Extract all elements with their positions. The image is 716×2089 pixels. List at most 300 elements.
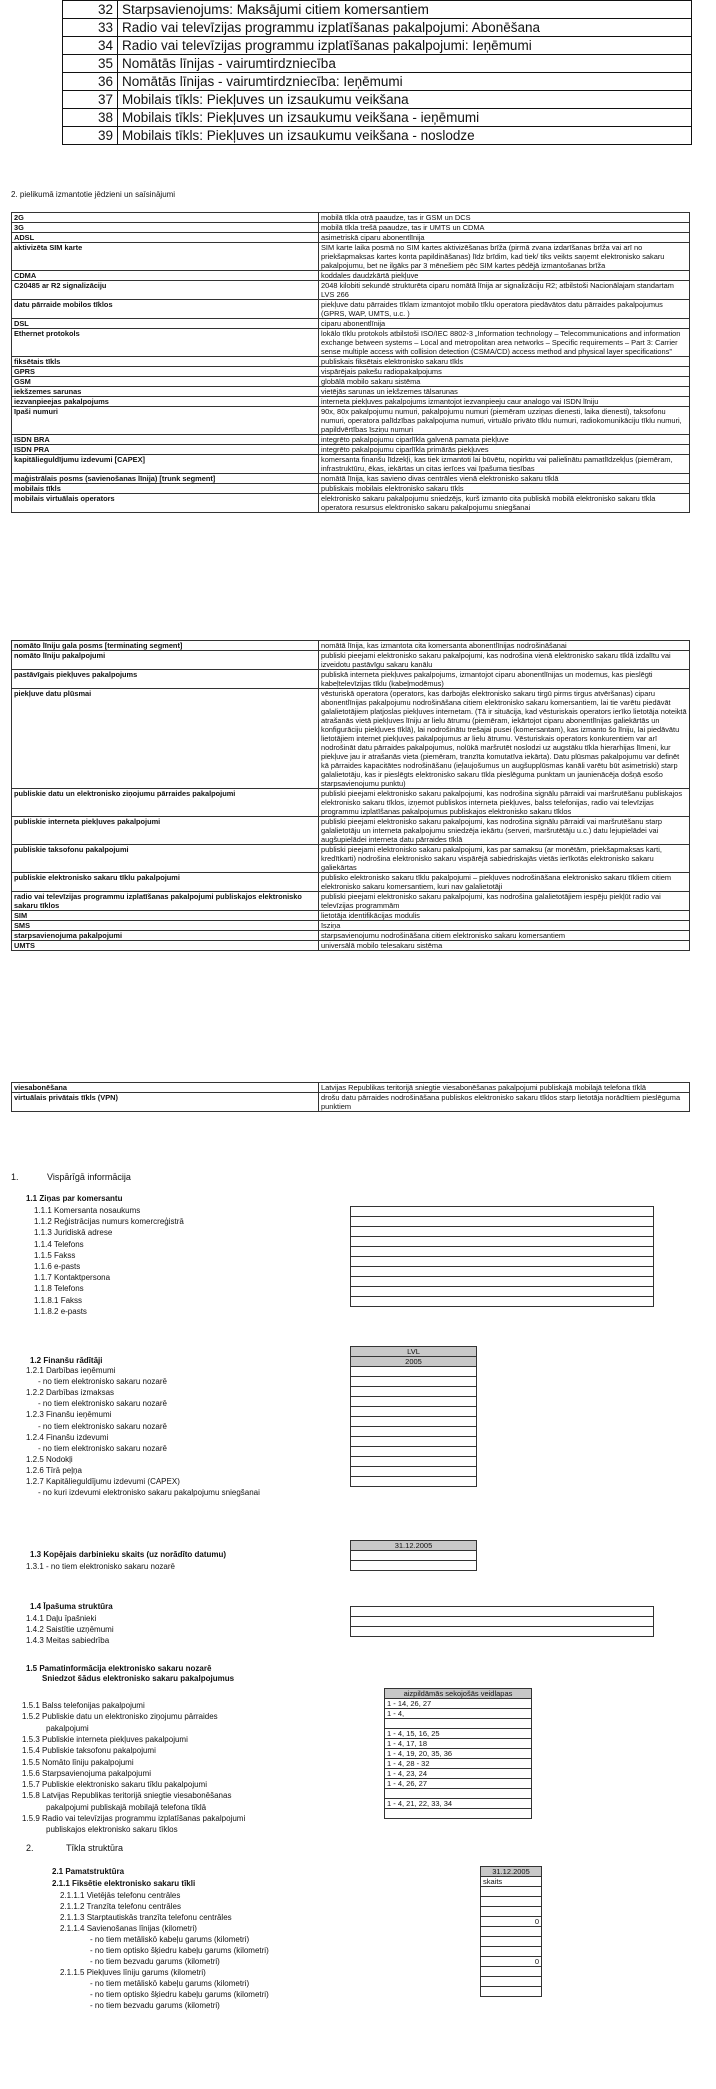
glossary-definition: publiski pieejami elektronisko sakaru pakalpojumi, kas nodrošina galalietotājiem iespēju piekļūt radio vai televīzijas programmām (319, 892, 690, 911)
section-2-heading: Tīkla struktūra (66, 1843, 124, 1853)
grid-row (351, 1467, 477, 1477)
glossary-term: piekļuve datu plūsmai (12, 689, 319, 789)
glossary-row (12, 233, 690, 243)
form-field-label: 2.1.1.3 Starptautiskās tranzīta telefonu centrāles (60, 1913, 232, 1922)
form-field-label: 1.1.4 Telefons (34, 1239, 84, 1249)
grid-row (385, 1699, 532, 1709)
glossary-definition: integrēto pakalpojumu ciparlīkla galvenā pamata piekļuve (319, 435, 690, 445)
glossary-row (12, 407, 690, 435)
glossary-row (12, 397, 690, 407)
form-field-label: 1.4.2 Saistītie uzņēmumi (26, 1625, 114, 1634)
form-field-label: 1.1.3 Juridiskā adrese (34, 1228, 113, 1238)
currency-header: LVL (351, 1347, 477, 1357)
glossary-definition: drošu datu pārraides nodrošināšana publiskos elektronisko sakaru tīklos starp lietotāja norādītiem pieslēguma punktiem (319, 1093, 690, 1112)
form-field-label: 1.1.8.2 e-pasts (34, 1306, 87, 1316)
input-cell[interactable] (351, 1607, 654, 1617)
form-field-label: 1.5.1 Balss telefonijas pakalpojumi (22, 1701, 145, 1710)
glossary-definition: koddales daudzkārtā piekļuve (319, 271, 690, 281)
grid-row (351, 1227, 654, 1237)
forms-cell[interactable]: 1 - 4, 26, 27 (385, 1779, 532, 1789)
form-field-label: - no tiem elektronisko sakaru nozarē (38, 1377, 167, 1387)
glossary-row (12, 271, 690, 281)
glossary-term: mobilais virtuālais operators (12, 494, 319, 513)
glossary-row (12, 1083, 690, 1093)
forms-cell[interactable]: 1 - 4, 19, 20, 35, 36 (385, 1749, 532, 1759)
glossary-row (12, 474, 690, 484)
glossary-row (12, 329, 690, 357)
glossary-row (12, 921, 690, 931)
value-cell[interactable] (481, 1947, 542, 1957)
grid-row (351, 1437, 477, 1447)
grid-row (385, 1759, 532, 1769)
form-field-label: 1.1.8 Telefons (34, 1284, 84, 1294)
form-field-label: 1.2.4 Finanšu izdevumi (26, 1432, 109, 1442)
input-cell[interactable] (351, 1457, 477, 1467)
form-field-label: pakalpojumi (46, 1723, 89, 1733)
input-cell[interactable] (351, 1397, 477, 1407)
glossary-term: publiskie interneta piekļuves pakalpojumi (12, 817, 319, 845)
glossary-row (12, 1093, 690, 1112)
forms-header: aizpildāmās sekojošās veidlapas (385, 1689, 532, 1699)
form-list-row (63, 109, 692, 127)
s21-title: 2.1 Pamatstruktūra (52, 1867, 125, 1876)
glossary-row (12, 445, 690, 455)
s11-input-grid[interactable] (350, 1206, 654, 1307)
input-cell[interactable] (351, 1247, 654, 1257)
grid-row (481, 1937, 542, 1947)
grid-row (385, 1739, 532, 1749)
grid-row (351, 1207, 654, 1217)
grid-row (351, 1277, 654, 1287)
grid-row (385, 1809, 532, 1819)
glossary-term: kapitālieguldījumu izdevumi [CAPEX] (12, 455, 319, 474)
s13-title: 1.3 Kopējais darbinieku skaits (uz norādīto datumu) (30, 1550, 227, 1559)
grid-row (385, 1749, 532, 1759)
input-cell[interactable] (351, 1277, 654, 1287)
form-field-label: 1.1.8.1 Fakss (34, 1295, 83, 1305)
glossary-definition: publiskā interneta piekļuves pakalpojums, izmantojot ciparu abonentlīnijas un modemus, kas pieslēgti kabeļtelevīzijas tīklu (kabeļmodēmus) (319, 670, 690, 689)
grid-row (351, 1387, 477, 1397)
input-cell[interactable] (351, 1437, 477, 1447)
forms-cell[interactable]: 1 - 14, 26, 27 (385, 1699, 532, 1709)
glossary-definition: nomātā līnija, kas savieno divas centrāles vienā elektronisko sakaru tīklā (319, 474, 690, 484)
form-list-row (63, 1, 692, 19)
form-field-label: 1.2.7 Kapitālieguldījumu izdevumi (CAPEX) (26, 1477, 180, 1486)
glossary-row (12, 455, 690, 474)
glossary-definition: 90x, 80x pakalpojumu numuri, pakalpojumu numuri (piemēram uzziņas dienesti, laika dienesti), taksofonu numuri, operatora palīdzības pakalpojuma numuri, virtuālo privāto tīklu numuri, radiokomunikāciju tīklu numuri, papildvērtības īsziņu numuri (319, 407, 690, 435)
grid-row (481, 1927, 542, 1937)
glossary-row (12, 319, 690, 329)
grid-row (481, 1907, 542, 1917)
input-cell[interactable] (351, 1257, 654, 1267)
form-field-label: 1.5.9 Radio vai televīzijas programmu izplatīšanas pakalpojumi (22, 1814, 246, 1823)
grid-row (351, 1447, 477, 1457)
grid-row (351, 1287, 654, 1297)
section-1-heading: Vispārīgā informācija (47, 1172, 131, 1182)
form-field-label: 1.5.3 Publiskie interneta piekļuves pakalpojumi (22, 1734, 188, 1744)
form-field-label: - no tiem elektronisko sakaru nozarē (38, 1399, 167, 1409)
form-field-label: - no kuri izdevumi elektronisko sakaru pakalpojumu sniegšanai (38, 1488, 260, 1498)
glossary-definition: komersanta finanšu līdzekļi, kas tiek izmantoti lai būvētu, nopirktu vai palielinātu pamatlīdzekļus (piemēram, infrastruktūru, ēkas, iekārtas un citas ierīces vai īpašuma tiesības (319, 455, 690, 474)
form-title: Nomātās līnijas - vairumtirdzniecība (118, 55, 692, 73)
s211-title: 2.1.1 Fiksētie elektronisko sakaru tīkli (52, 1879, 196, 1888)
s15-forms-grid (384, 1688, 532, 1819)
glossary-term: publiskie datu un elektronisko ziņojumu pārraides pakalpojumi (12, 789, 319, 817)
glossary-row (12, 494, 690, 513)
form-field-label: 1.5.7 Publiskie elektronisko sakaru tīklu pakalpojumi (22, 1780, 207, 1790)
glossary-row (12, 931, 690, 941)
form-field-label: 1.1.6 e-pasts (34, 1262, 81, 1271)
glossary-term: maģistrālais posms (savienošanas līnija) [trunk segment] (12, 474, 319, 484)
form-field-label: 1.2.5 Nodokļi (26, 1454, 73, 1464)
glossary-definition: asimetriskā ciparu abonentlīnija (319, 233, 690, 243)
glossary-definition: elektronisko sakaru pakalpojumu sniedzējs, kurš izmanto cita publiskā mobilā elektronisko sakaru tīkla operatora resursus elektronisko sakaru pakalpojumu sniegšanai (319, 494, 690, 513)
form-field-label: 2.1.1.1 Vietējās telefonu centrāles (60, 1891, 181, 1900)
glossary-term: starpsavienojuma pakalpojumi (12, 931, 319, 941)
glossary-term: datu pārraide mobilos tīklos (12, 300, 319, 319)
value-cell[interactable] (481, 1987, 542, 1997)
grid-row (351, 1267, 654, 1277)
glossary-term: C20485 ar R2 signalizāciju (12, 281, 319, 300)
form-list-row (63, 19, 692, 37)
form-field-label: 1.3.1 - no tiem elektronisko sakaru nozarē (26, 1562, 175, 1571)
glossary-term: UMTS (12, 941, 319, 951)
glossary-definition: lokālo tīklu protokols atbilstoši ISO/IEC 8802-3 „Information technology – Telecommunications and information exchange between systems – Local and metropolitan area networks – Specific requirements – Part 3: Carrier sense multiple access with collision detection (CSMA/CD) access method and physical layer specifications” (319, 329, 690, 357)
form-field-label: 1.4.1 Daļu īpašnieki (26, 1614, 97, 1623)
s15-title-1: 1.5 Pamatinformācija elektronisko sakaru nozarē (26, 1664, 212, 1673)
grid-row (351, 1457, 477, 1467)
s13-input-grid[interactable] (350, 1540, 477, 1571)
form-field-label: - no tiem elektronisko sakaru nozarē (38, 1443, 167, 1453)
glossary-row (12, 911, 690, 921)
grid-row (481, 1947, 542, 1957)
form-field-label: pakalpojumi publiskajā mobilajā telefona tīklā (46, 1802, 207, 1812)
glossary-term: publiskie elektronisko sakaru tīklu pakalpojumi (12, 873, 319, 892)
value-cell[interactable] (481, 1927, 542, 1937)
section-1-number: 1. (11, 1172, 19, 1182)
glossary-definition: mobilā tīkla otrā paaudze, tas ir GSM un DCS (319, 213, 690, 223)
form-field-label: 1.1.5 Fakss (34, 1250, 76, 1260)
glossary-term: nomāto līniju pakalpojumi (12, 651, 319, 670)
glossary-row (12, 357, 690, 367)
glossary-definition: 2048 kilobiti sekundē strukturēta ciparu nomātā līnija ar signalizāciju R2; atbilstoši Nacionālajam standartam LVS 266 (319, 281, 690, 300)
form-field-label: 1.2.6 Tīrā peļņa (26, 1465, 82, 1475)
form-field-label: 1.5.8 Latvijas Republikas teritorijā sniegtie viesabonēšanas (22, 1791, 232, 1801)
forms-cell[interactable]: 1 - 4, 28 - 32 (385, 1759, 532, 1769)
grid-row (351, 1377, 477, 1387)
form-field-label: 2.1.1.4 Savienošanas līnijas (kilometri) (60, 1924, 197, 1933)
glossary-definition: globālā mobilo sakaru sistēma (319, 377, 690, 387)
year-header: 2005 (351, 1357, 477, 1367)
value-cell[interactable]: 0 (481, 1917, 542, 1927)
glossary-definition: publiskais mobilais elektronisko sakaru tīkls (319, 484, 690, 494)
glossary-row (12, 377, 690, 387)
s12-title: 1.2 Finanšu rādītāji (30, 1356, 103, 1365)
s12-input-grid[interactable] (350, 1346, 477, 1487)
grid-row (351, 1247, 654, 1257)
grid-row (351, 1551, 477, 1561)
input-cell[interactable] (351, 1561, 477, 1571)
form-number: 34 (63, 37, 118, 55)
input-cell[interactable] (351, 1447, 477, 1457)
glossary-definition: publiski pieejami elektronisko sakaru pakalpojumi, kas nodrošina vienā elektronisko sakaru tīklā izdalītu vai izveidotu pastāvīgu sakaru kanālu (319, 651, 690, 670)
grid-row (351, 1357, 477, 1367)
glossary-row (12, 817, 690, 845)
glossary-row (12, 789, 690, 817)
input-cell[interactable] (351, 1427, 477, 1437)
glossary-definition: publiski pieejami elektronisko sakaru pakalpojumi, kas nodrošina signālu pārraidi vai maršrutēšanu publiskajos elektronisko sakaru tīklos, izņemot publiskos interneta piekļuves, balss telefonijas, radio vai televīzijas programmu izplatīšanas pakalpojumus publiskajos elektronisko sakaru tīklos (319, 789, 690, 817)
input-cell[interactable] (351, 1387, 477, 1397)
input-cell[interactable] (351, 1417, 477, 1427)
grid-row (351, 1257, 654, 1267)
unit-cell[interactable]: skaits (481, 1877, 542, 1887)
form-list-row (63, 91, 692, 109)
form-number: 38 (63, 109, 118, 127)
value-cell[interactable] (481, 1897, 542, 1907)
grid-row (481, 1917, 542, 1927)
glossary-term: SMS (12, 921, 319, 931)
grid-row (351, 1397, 477, 1407)
grid-row (385, 1789, 532, 1799)
glossary-row (12, 243, 690, 271)
form-title: Nomātās līnijas - vairumtirdzniecība: Ieņēmumi (118, 73, 692, 91)
glossary-row (12, 689, 690, 789)
form-field-label: - no tiem elektronisko sakaru nozarē (38, 1421, 167, 1431)
glossary-term: 2G (12, 213, 319, 223)
input-cell[interactable] (351, 1551, 477, 1561)
glossary-definition: īsziņa (319, 921, 690, 931)
forms-cell[interactable]: 1 - 4, (385, 1709, 532, 1719)
forms-cell[interactable]: 1 - 4, 21, 22, 33, 34 (385, 1799, 532, 1809)
grid-row (385, 1729, 532, 1739)
input-cell[interactable] (351, 1377, 477, 1387)
form-field-label: 1.5.2 Publiskie datu un elektronisko ziņojumu pārraides (22, 1712, 218, 1722)
glossary-row (12, 223, 690, 233)
forms-cell[interactable] (385, 1719, 532, 1729)
input-cell[interactable] (351, 1267, 654, 1277)
grid-row (385, 1709, 532, 1719)
s14-input-grid[interactable] (350, 1606, 654, 1637)
form-field-label: 1.1.2 Reģistrācijas numurs komercreģistrā (34, 1217, 184, 1227)
glossary-term: CDMA (12, 271, 319, 281)
glossary-term: radio vai televīzijas programmu izplatīšanas pakalpojumi publiskajos elektronisko sakaru tīklos (12, 892, 319, 911)
forms-cell[interactable] (385, 1789, 532, 1799)
form-field-label: - no tiem bezvadu garums (kilometri) (90, 1957, 220, 1966)
form-field-label: - no tiem metāliskō kabeļu garums (kilometri) (90, 1935, 250, 1944)
form-number: 35 (63, 55, 118, 73)
value-cell[interactable] (481, 1907, 542, 1917)
form-field-label: - no tiem metāliskō kabeļu garums (kilometri) (90, 1979, 250, 1988)
glossary-term: GSM (12, 377, 319, 387)
input-cell[interactable] (351, 1477, 477, 1487)
glossary-definition: ciparu abonentlīnija (319, 319, 690, 329)
input-cell[interactable] (351, 1287, 654, 1297)
glossary-row (12, 641, 690, 651)
form-title: Radio vai televīzijas programmu izplatīšanas pakalpojumi: Ieņēmumi (118, 37, 692, 55)
grid-row (385, 1769, 532, 1779)
grid-row (385, 1719, 532, 1729)
form-title: Starpsavienojums: Maksājumi citiem komersantiem (118, 1, 692, 19)
section-2-number: 2. (26, 1843, 34, 1853)
date-header: 31.12.2005 (481, 1867, 542, 1877)
form-number: 36 (63, 73, 118, 91)
form-list-row (63, 73, 692, 91)
grid-row (351, 1541, 477, 1551)
glossary-term: ADSL (12, 233, 319, 243)
form-field-label: - no tiem optisko šķiedru kabeļu garums (kilometri) (90, 1990, 269, 1999)
input-cell[interactable] (351, 1217, 654, 1227)
glossary-row (12, 670, 690, 689)
glossary-row (12, 281, 690, 300)
glossary-definition: lietotāja identifikācijas modulis (319, 911, 690, 921)
value-cell[interactable] (481, 1937, 542, 1947)
form-field-label: 1.2.3 Finanšu ieņēmumi (26, 1410, 112, 1420)
glossary-definition: universālā mobilo telesakaru sistēma (319, 941, 690, 951)
glossary-term: ISDN BRA (12, 435, 319, 445)
forms-cell[interactable]: 1 - 4, 15, 16, 25 (385, 1729, 532, 1739)
glossary-term: fiksētais tīkls (12, 357, 319, 367)
glossary-term: DSL (12, 319, 319, 329)
glossary-definition: nomātā līnija, kas izmantota cita komersanta abonentlīnijas nodrošināšanai (319, 641, 690, 651)
value-cell[interactable]: 0 (481, 1957, 542, 1967)
glossary-term: ISDN PRA (12, 445, 319, 455)
form-field-label: publiskajos elektronisko sakaru tīklos (46, 1825, 178, 1835)
glossary-row (12, 435, 690, 445)
s2-input-grid[interactable] (480, 1866, 542, 1997)
form-field-label: 1.1.1 Komersanta nosaukums (34, 1206, 141, 1215)
value-cell[interactable] (481, 1977, 542, 1987)
glossary-definition: integrēto pakalpojumu ciparlīkla primārās piekļuves (319, 445, 690, 455)
glossary-definition: SIM karte laika posmā no SIM kartes aktivizēšanas brīža (pirmā zvana izdarīšanas brīža vai arī no priekšapmaksas kartes konta papildināšanas) līdz brīdim, kad tiek/ tiks veikts saņemt elektronisko sakaru pakalpojumu, bet ne ilgāks par 3 mēnešiem pēc SIM kartes pēdējā izmantošanas brīža (319, 243, 690, 271)
form-field-label: - no tiem optisko šķiedru kabeļu garums (kilometri) (90, 1946, 269, 1955)
glossary-row (12, 941, 690, 951)
glossary-term: nomāto līniju gala posms [terminating segment] (12, 641, 319, 651)
glossary-definition: vēsturiskā operatora (operators, kas darbojās elektronisko sakaru tirgū pirms tirgus atvēršanas) ciparu abonentlīnijas pakalpojumu nodrošināšana citiem elektronisko sakaru komersantiem, lai tie varētu piedāvāt galalietotājiem platjoslas piekļuves internetam. (Tā ir situācija, kad vēsturiskais operators ierīko lietotāja noteiktā atrašanās vietā piekļuves līniju ar lielu ātrumu (piemēram, iekārtojot ciparu abonentlīnijas galiekārtās un konfigurāciju piekļuves tīklā), lai nodrošinātu trešajai pusei (komersantam), kas izmanto šo līniju, lai piedāvātu lietotājiem internet piekļuves pakalpojumus ar lielu ātrumu. Vēsturiskais operators konkurentiem var arī nodrošināt datu pārraides pakalpojumus, nolūkā maršrutēt noslodzi uz augstāku tīkla hierarhijas līmeni, kur piekļuve jau ir atrašanās vieta (piemēram, tranzīta komutatīva iekārta). Datu plūsmas pakalpojumu var definēt kā pārraides kapacitātes nodrošināšanu (ieļaujošumus un augšupplūsmas kanāli varētu būt asimetriski) starp galalietotāju, kas ir pieslēgts elektronisko sakaru tīkla pieslēguma punktam un jaunienācēja došņā esošo starpsavienojumu punktu) (319, 689, 690, 789)
s11-title: 1.1 Ziņas par komersantu (26, 1194, 123, 1203)
input-cell[interactable] (351, 1367, 477, 1377)
glossary-term: iezvanpieejas pakalpojums (12, 397, 319, 407)
glossary-definition: publiski pieejami elektronisko sakaru pakalpojumi, kas nodrošina signālu pārraidi vai maršrutēšanu starp galalietotāju un interneta pakalpojumu sniedzēja iekārtu (serveri, maršrutētāju u.c.) datu lejupielādei vai augšupielādei interneta datu pārraides tīklā (319, 817, 690, 845)
forms-cell[interactable] (385, 1809, 532, 1819)
value-cell[interactable] (481, 1887, 542, 1897)
form-field-label: 1.5.5 Nomāto līniju pakalpojumi (22, 1757, 134, 1767)
glossary-term: 3G (12, 223, 319, 233)
input-cell[interactable] (351, 1407, 477, 1417)
grid-row (351, 1477, 477, 1487)
input-cell[interactable] (351, 1627, 654, 1637)
grid-row (351, 1367, 477, 1377)
grid-row (351, 1617, 654, 1627)
grid-row (351, 1627, 654, 1637)
grid-row (385, 1689, 532, 1699)
glossary-definition: piekļuve datu pārraides tīklam izmantojot mobilo tīklu operatora piedāvātos datu pārraides pakalpojumus (GPRS, WAP, UMTS, u.c. ) (319, 300, 690, 319)
input-cell[interactable] (351, 1207, 654, 1217)
glossary-term: GPRS (12, 367, 319, 377)
form-field-label: 2.1.1.2 Tranzīta telefonu centrāles (60, 1902, 181, 1911)
glossary-row (12, 387, 690, 397)
form-list-row (63, 127, 692, 145)
form-number: 39 (63, 127, 118, 145)
grid-row (351, 1427, 477, 1437)
input-cell[interactable] (351, 1617, 654, 1627)
grid-row (481, 1987, 542, 1997)
glossary-row (12, 484, 690, 494)
grid-row (481, 1877, 542, 1887)
glossary-definition: publiski pieejami elektronisko sakaru pakalpojumi, kas par samaksu (ar monētām, priekšapmaksas karti, kredītkarti) nodrošina elektronisko sakaru vispārējā sabiedriskajās vietās ierīkotās elektronisko sakaru galiekārtas (319, 845, 690, 873)
glossary-term: virtuālais privātais tīkls (VPN) (12, 1093, 319, 1112)
input-cell[interactable] (351, 1297, 654, 1307)
grid-row (351, 1237, 654, 1247)
glossary-row (12, 367, 690, 377)
glossary-table-1 (11, 212, 690, 513)
input-cell[interactable] (351, 1227, 654, 1237)
glossary-term: SIM (12, 911, 319, 921)
form-title: Mobilais tīkls: Piekļuves un izsaukumu veikšana - ieņēmumi (118, 109, 692, 127)
forms-cell[interactable]: 1 - 4, 17, 18 (385, 1739, 532, 1749)
s14-title: 1.4 Īpašuma struktūra (30, 1602, 113, 1611)
glossary-term: īpaši numuri (12, 407, 319, 435)
input-cell[interactable] (351, 1237, 654, 1247)
form-title: Mobilais tīkls: Piekļuves un izsaukumu veikšana (118, 91, 692, 109)
glossary-title: 2. pielikumā izmantotie jēdzieni un saīsinājumi (11, 190, 176, 199)
grid-row (481, 1867, 542, 1877)
grid-row (351, 1297, 654, 1307)
form-number: 37 (63, 91, 118, 109)
forms-cell[interactable]: 1 - 4, 23, 24 (385, 1769, 532, 1779)
glossary-term: mobilais tīkls (12, 484, 319, 494)
glossary-row (12, 300, 690, 319)
glossary-row (12, 873, 690, 892)
grid-row (385, 1799, 532, 1809)
s15-title-2: Sniedzot šādus elektronisko sakaru pakalpojumus (42, 1674, 235, 1683)
glossary-definition: starpsavienojumu nodrošināšana citiem elektronisko sakaru komersantiem (319, 931, 690, 941)
grid-row (351, 1347, 477, 1357)
glossary-term: viesabonēšana (12, 1083, 319, 1093)
grid-row (385, 1779, 532, 1789)
glossary-term: pastāvīgais piekļuves pakalpojums (12, 670, 319, 689)
glossary-term: publiskie taksofonu pakalpojumi (12, 845, 319, 873)
form-list-row (63, 37, 692, 55)
form-number: 33 (63, 19, 118, 37)
glossary-term: aktivizēta SIM karte (12, 243, 319, 271)
form-title: Radio vai televīzijas programmu izplatīšanas pakalpojumi: Abonēšana (118, 19, 692, 37)
glossary-definition: interneta piekļuves pakalpojums izmantojot iezvanpieeju caur analogo vai ISDN līniju (319, 397, 690, 407)
glossary-definition: vietējās sarunas un iekšzemes tālsarunas (319, 387, 690, 397)
glossary-definition: mobilā tīkla trešā paaudze, tas ir UMTS un CDMA (319, 223, 690, 233)
form-title: Mobilais tīkls: Piekļuves un izsaukumu veikšana - noslodze (118, 127, 692, 145)
form-list-table (62, 0, 692, 145)
glossary-definition: publiskais fiksētais elektronisko sakaru tīkls (319, 357, 690, 367)
glossary-term: Ethernet protokols (12, 329, 319, 357)
form-field-label: 1.5.4 Publiskie taksofonu pakalpojumi (22, 1746, 156, 1756)
form-list-row (63, 55, 692, 73)
grid-row (481, 1887, 542, 1897)
grid-row (351, 1417, 477, 1427)
input-cell[interactable] (351, 1467, 477, 1477)
grid-row (351, 1561, 477, 1571)
glossary-definition: publisko elektronisko sakaru tīklu pakalpojumi – piekļuves nodrošināšana elektronisko sakaru tīkliem citiem elektronisko sakaru komersantiem, kuri nav galalietotāji (319, 873, 690, 892)
glossary-row (12, 213, 690, 223)
value-cell[interactable] (481, 1967, 542, 1977)
form-field-label: 1.1.7 Kontaktpersona (34, 1273, 111, 1283)
date-header: 31.12.2005 (351, 1541, 477, 1551)
grid-row (481, 1977, 542, 1987)
form-field-label: 1.2.1 Darbības ieņēmumi (26, 1366, 116, 1375)
grid-row (351, 1217, 654, 1227)
form-field-label: 1.5.6 Starpsavienojuma pakalpojumi (22, 1768, 151, 1778)
form-number: 32 (63, 1, 118, 19)
glossary-row (12, 892, 690, 911)
